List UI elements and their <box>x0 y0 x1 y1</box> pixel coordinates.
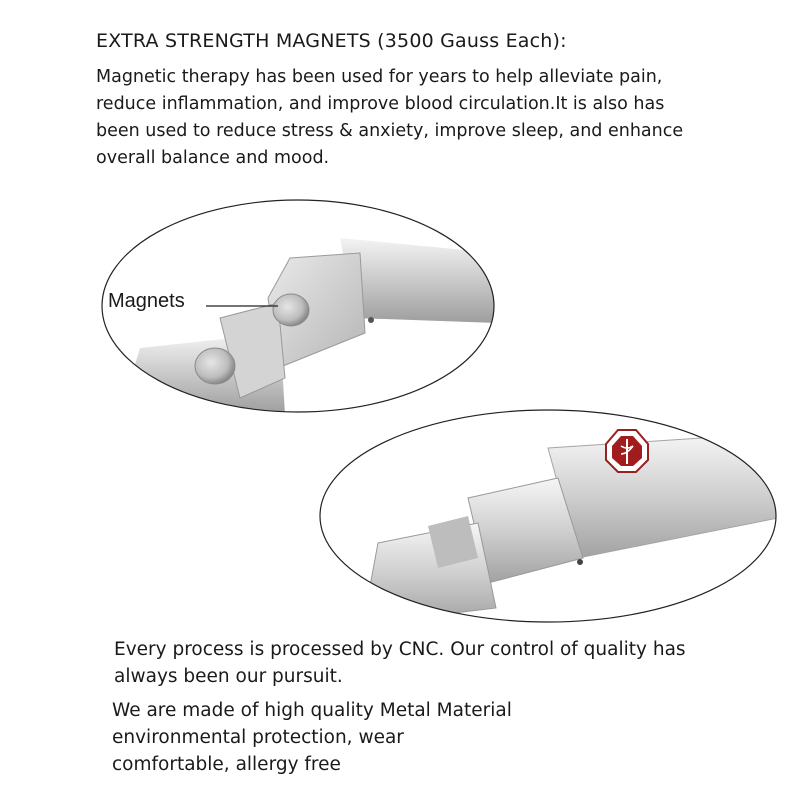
cnc-paragraph <box>114 636 686 690</box>
magnets-callout-label: Magnets <box>108 290 185 312</box>
material-line: We are made of high quality Metal Material <box>112 700 512 721</box>
intro-line: reduce inflammation, and improve blood circulation.It is also has <box>96 94 665 114</box>
medical-symbol-icon <box>606 430 648 472</box>
intro-line: Magnetic therapy has been used for years to help alleviate pain, <box>96 67 663 87</box>
medical-id-closeup-image <box>318 408 778 624</box>
material-paragraph <box>112 697 512 778</box>
intro-line: been used to reduce stress & anxiety, improve sleep, and enhance <box>96 121 684 141</box>
cnc-line: always been our pursuit. <box>114 666 343 687</box>
cnc-line: Every process is processed by CNC. Our control of quality has <box>114 639 686 660</box>
section-heading: EXTRA STRENGTH MAGNETS (3500 Gauss Each): <box>96 30 567 52</box>
material-line: comfortable, allergy free <box>112 754 341 775</box>
material-line: environmental protection, wear <box>112 727 404 748</box>
intro-paragraph <box>96 64 776 172</box>
intro-line: overall balance and mood. <box>96 148 330 168</box>
